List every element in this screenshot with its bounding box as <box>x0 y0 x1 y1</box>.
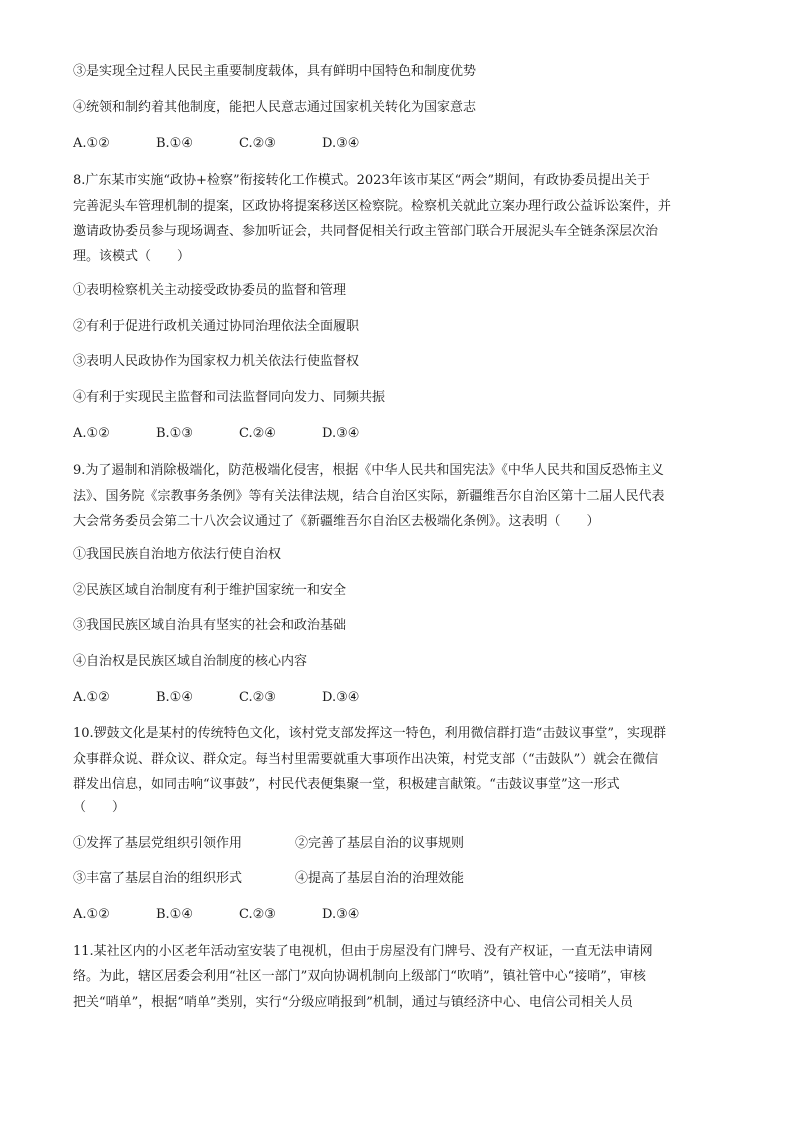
choice-d: D.③④ <box>322 136 360 151</box>
question-9-stem-line: 大会常务委员会第二十八次会议通过了《新疆维吾尔自治区去极端化条例》。这表明（ ） <box>73 514 600 529</box>
option-statement-2: ②民族区域自治制度有利于维护国家统一和安全 <box>73 583 347 598</box>
question-8-stem-line: 邀请政协委员参与现场调查、参加听证会，共同督促相关行政主管部门联合开展泥头车全链条深层次治 <box>73 224 659 239</box>
question-8-stem-line: 理。该模式（ ） <box>73 249 191 264</box>
question-8-stem-line: 完善泥头车管理机制的提案，区政协将提案移送区检察院。检察机关就此立案办理行政公益诉讼案件，并 <box>73 199 672 214</box>
choice-b: B.①④ <box>156 690 193 705</box>
answer-choices <box>73 906 405 924</box>
choice-c: C.②③ <box>239 907 276 922</box>
option-statement-1: ①发挥了基层党组织引领作用 <box>73 836 243 851</box>
choice-a: A.①② <box>73 426 110 441</box>
question-11-stem-line: 把关“哨单”，根据“哨单”类别，实行“分级应哨报到”机制，通过与镇经济中心、电信公司相关人员 <box>73 995 633 1010</box>
choice-b: B.①④ <box>156 136 193 151</box>
option-statement-2: ②有利于促进行政机关通过协同治理依法全面履职 <box>73 319 360 334</box>
choice-d: D.③④ <box>322 907 360 922</box>
choice-c: C.②③ <box>239 690 276 705</box>
choice-b: B.①④ <box>156 907 193 922</box>
option-statement-1: ①表明检察机关主动接受政协委员的监督和管理 <box>73 283 347 298</box>
option-statement-3: ③我国民族区域自治具有坚实的社会和政治基础 <box>73 618 347 633</box>
answer-choices <box>73 689 405 707</box>
choice-a: A.①② <box>73 136 110 151</box>
choice-c: C.②④ <box>239 426 276 441</box>
question-10-stem-line: （ ） <box>73 800 126 815</box>
choice-a: A.①② <box>73 690 110 705</box>
question-11-stem-line: 络。为此，辖区居委会利用“社区一部门”双向协调机制向上级部门“吹哨”，镇社管中心“接哨”，审核 <box>73 969 646 984</box>
answer-choices <box>73 135 405 153</box>
option-statement-4: ④提高了基层自治的治理效能 <box>295 871 465 886</box>
option-row <box>73 870 723 888</box>
option-statement-1: ①我国民族自治地方依法行使自治权 <box>73 547 282 562</box>
choice-b: B.①③ <box>156 426 193 441</box>
question-9-stem-line: 法》、国务院《宗教事务条例》等有关法律法规，结合自治区实际，新疆维吾尔自治区第十二届人民代表 <box>73 489 665 504</box>
question-11-stem-line: 11.某社区内的小区老年活动室安装了电视机，但由于房屋没有门牌号、没有产权证，一直无法申请网 <box>73 944 653 959</box>
question-10-stem-line: 群发出信息，如同击响“议事鼓”，村民代表便集聚一堂，积极建言献策。“击鼓议事堂”这一形式 <box>73 777 620 792</box>
option-statement-4: ④有利于实现民主监督和司法监督同向发力、同频共振 <box>73 390 386 405</box>
question-9-stem-line: 9.为了遏制和消除极端化，防范极端化侵害，根据《中华人民共和国宪法》《中华人民共和国反恐怖主义 <box>73 463 664 478</box>
option-statement-4: ④统领和制约着其他制度，能把人民意志通过国家机关转化为国家意志 <box>73 100 477 115</box>
option-statement-4: ④自治权是民族区域自治制度的核心内容 <box>73 654 308 669</box>
question-8-stem-line: 8.广东某市实施“政协+检察”衔接转化工作模式。2023年该市某区“两会”期间，有政协委员提出关于 <box>73 173 650 188</box>
option-statement-3: ③是实现全过程人民民主重要制度载体，具有鲜明中国特色和制度优势 <box>73 64 477 79</box>
option-statement-3: ③表明人民政协作为国家权力机关依法行使监督权 <box>73 354 360 369</box>
option-statement-3: ③丰富了基层自治的组织形式 <box>73 871 243 886</box>
option-row <box>73 835 723 853</box>
question-10-stem-line: 众事群众说、群众议、群众定。每当村里需要就重大事项作出决策，村党支部（“击鼓队”）就会在微信 <box>73 752 659 767</box>
choice-d: D.③④ <box>322 426 360 441</box>
question-10-stem-line: 10.锣鼓文化是某村的传统特色文化，该村党支部发挥这一特色，利用微信群打造“击鼓议事堂”，实现群 <box>73 726 666 741</box>
option-statement-2: ②完善了基层自治的议事规则 <box>295 836 465 851</box>
choice-a: A.①② <box>73 907 110 922</box>
choice-d: D.③④ <box>322 690 360 705</box>
choice-c: C.②③ <box>239 136 276 151</box>
answer-choices <box>73 425 405 443</box>
